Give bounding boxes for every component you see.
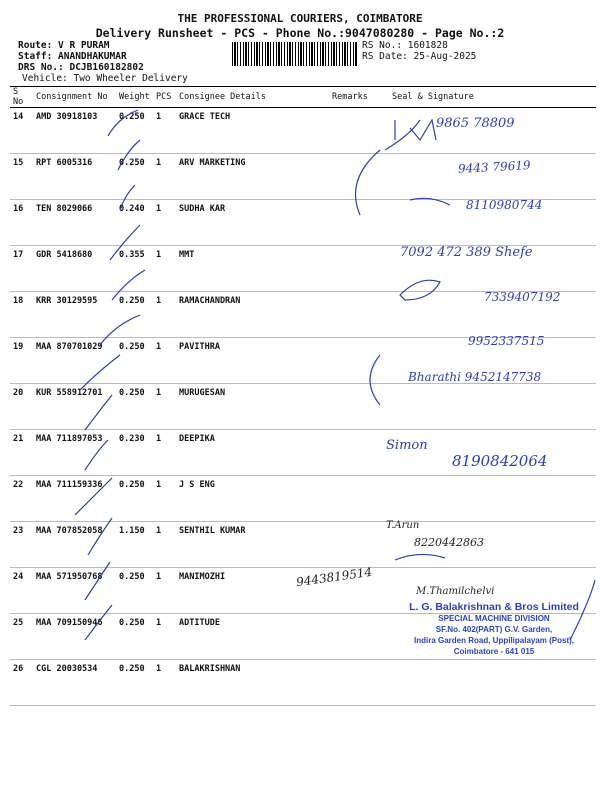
handwriting-row15: 9443 79619 (457, 158, 531, 176)
cell-remarks (329, 384, 372, 430)
cell-name: ADTITUDE (176, 614, 329, 660)
cell-wt: 0.250 (116, 568, 153, 614)
cell-pcs: 1 (153, 338, 176, 384)
table-header (10, 87, 596, 108)
col-weight: Weight (116, 87, 153, 108)
cell-wt: 0.250 (116, 154, 153, 200)
cell-cn: RPT 6005316 (33, 154, 116, 200)
cell-pcs: 1 (153, 568, 176, 614)
cell-sno: 19 (10, 338, 33, 384)
cell-name: ARV MARKETING (176, 154, 329, 200)
cell-cn: MAA 711897053 (33, 430, 116, 476)
vehicle: Vehicle: Two Wheeler Delivery (22, 73, 188, 84)
cell-wt: 0.250 (116, 108, 153, 154)
cell-wt: 0.250 (116, 476, 153, 522)
cell-name: RAMACHANDRAN (176, 292, 329, 338)
cell-wt: 0.250 (116, 338, 153, 384)
cell-sno: 22 (10, 476, 33, 522)
cell-wt: 0.250 (116, 384, 153, 430)
cell-remarks (329, 338, 372, 384)
cell-sno: 16 (10, 200, 33, 246)
cell-cn: AMD 30918103 (33, 108, 116, 154)
cell-wt: 0.240 (116, 200, 153, 246)
handwriting-row16: 8110980744 (466, 198, 543, 212)
cell-signature (372, 660, 596, 706)
cell-sno: 20 (10, 384, 33, 430)
cell-cn: MAA 709150946 (33, 614, 116, 660)
cell-wt: 0.250 (116, 292, 153, 338)
table-row (10, 660, 596, 706)
company-title: THE PROFESSIONAL COURIERS, COIMBATORE (177, 12, 423, 25)
rs-date: RS Date: 25-Aug-2025 (362, 51, 477, 62)
handwriting-row25-phone: 9443819514 (295, 564, 373, 590)
cell-pcs: 1 (153, 430, 176, 476)
cell-name: GRACE TECH (176, 108, 329, 154)
cell-name: SENTHIL KUMAR (176, 522, 329, 568)
cell-pcs: 1 (153, 522, 176, 568)
handwriting-row18: 7339407192 (484, 290, 561, 304)
table-row (10, 384, 596, 430)
staff: Staff: ANANDHAKUMAR (18, 51, 127, 62)
cell-name: J S ENG (176, 476, 329, 522)
cell-remarks (329, 246, 372, 292)
cell-sno: 24 (10, 568, 33, 614)
cell-name: MMT (176, 246, 329, 292)
cell-cn: MAA 711159336 (33, 476, 116, 522)
rs-number: RS No.: 1601828 (362, 40, 448, 51)
cell-sno: 23 (10, 522, 33, 568)
cell-sno: 17 (10, 246, 33, 292)
handwriting-row20: Bharathi 9452147738 (408, 370, 542, 384)
barcode (232, 42, 358, 66)
cell-cn: MAA 870701029 (33, 338, 116, 384)
route: Route: V R PURAM (18, 40, 110, 51)
cell-pcs: 1 (153, 154, 176, 200)
stamp-division: SPECIAL MACHINE DIVISION (438, 614, 550, 623)
cell-pcs: 1 (153, 246, 176, 292)
stamp-city: Coimbatore - 641 015 (453, 647, 535, 656)
cell-remarks (329, 108, 372, 154)
cell-sno: 18 (10, 292, 33, 338)
cell-remarks (329, 154, 372, 200)
cell-sno: 25 (10, 614, 33, 660)
cell-cn: GDR 5418680 (33, 246, 116, 292)
cell-cn: TEN 8029066 (33, 200, 116, 246)
cell-name: DEEPIKA (176, 430, 329, 476)
cell-cn: MAA 707852058 (33, 522, 116, 568)
cell-wt: 0.250 (116, 660, 153, 706)
table-row (10, 522, 596, 568)
cell-wt: 0.355 (116, 246, 153, 292)
handwriting-row24-phone: 8220442863 (414, 536, 484, 549)
cell-signature (372, 384, 596, 430)
col-sno: S No (10, 87, 33, 108)
table-row (10, 476, 596, 522)
col-consignee: Consignee Details (176, 87, 329, 108)
cell-remarks (329, 522, 372, 568)
cell-remarks (329, 660, 372, 706)
handwriting-row25-name: M.Thamilchelvi (416, 586, 495, 597)
cell-remarks (329, 476, 372, 522)
cell-signature (372, 476, 596, 522)
cell-remarks (329, 614, 372, 660)
company-stamp (400, 602, 588, 657)
drs-number: DRS No.: DCJB160182802 (18, 62, 144, 73)
stamp-address1: SF.No. 402(PART) G.V. Garden, (435, 625, 553, 634)
handwriting-row24-name: T.Arun (386, 520, 420, 531)
col-remarks: Remarks (329, 87, 372, 108)
cell-pcs: 1 (153, 200, 176, 246)
handwriting-row22-name: Simon (386, 438, 428, 453)
cell-name: BALAKRISHNAN (176, 660, 329, 706)
cell-pcs: 1 (153, 108, 176, 154)
cell-wt: 1.150 (116, 522, 153, 568)
cell-remarks (329, 292, 372, 338)
cell-sno: 21 (10, 430, 33, 476)
cell-pcs: 1 (153, 384, 176, 430)
cell-pcs: 1 (153, 614, 176, 660)
col-consignment: Consignment No (33, 87, 116, 108)
cell-name: SUDHA KAR (176, 200, 329, 246)
cell-remarks (329, 430, 372, 476)
cell-cn: KUR 558912701 (33, 384, 116, 430)
cell-name: MANIMOZHI (176, 568, 329, 614)
cell-wt: 0.250 (116, 614, 153, 660)
cell-pcs: 1 (153, 292, 176, 338)
cell-cn: KRR 30129595 (33, 292, 116, 338)
cell-sno: 14 (10, 108, 33, 154)
stamp-company: L. G. Balakrishnan & Bros Limited (409, 601, 579, 613)
cell-name: PAVITHRA (176, 338, 329, 384)
stamp-address2: Indira Garden Road, Uppilipalayam (Post), (413, 636, 575, 645)
col-pcs: PCS (153, 87, 176, 108)
handwriting-row17: 7092 472 389 Shefe (400, 245, 533, 260)
cell-cn: CGL 20030534 (33, 660, 116, 706)
handwriting-row22-phone: 8190842064 (452, 452, 548, 470)
cell-cn: MAA 571950768 (33, 568, 116, 614)
cell-sno: 26 (10, 660, 33, 706)
cell-sno: 15 (10, 154, 33, 200)
cell-pcs: 1 (153, 476, 176, 522)
cell-remarks (329, 200, 372, 246)
cell-pcs: 1 (153, 660, 176, 706)
handwriting-row19: 9952337515 (468, 334, 545, 348)
cell-wt: 0.230 (116, 430, 153, 476)
cell-name: MURUGESAN (176, 384, 329, 430)
col-signature: Seal & Signature (372, 87, 596, 108)
runsheet-subtitle: Delivery Runsheet - PCS - Phone No.:9047080280 - Page No.:2 (95, 26, 505, 40)
handwriting-row14: 9865 78809 (436, 116, 515, 131)
